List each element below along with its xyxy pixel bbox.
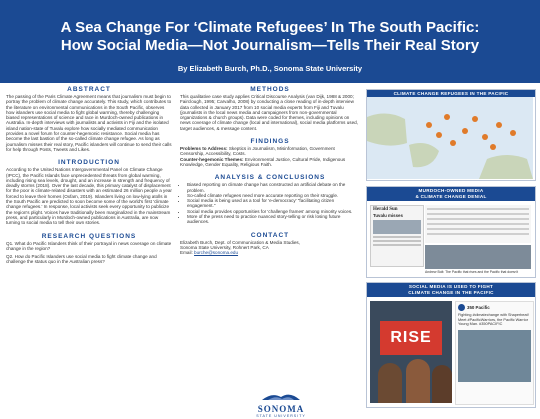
logo-hills-icon <box>246 390 316 400</box>
introduction-body: According to the United Nations Intergovernmental Panel on Climate Change (IPCC), the Pacific Islands face unprecedented threats from global warming, including rising sea levels, drought, and an increase in strength and frequency of deadly storms (2018). Over the last decade, this primary catalyst of displacement for the poor is climate-related disasters with an estimated 26 million people a year forced to leave their homes (Oxfam, 2019). Islanders living on low-lying atolls in the South Pacific are predicted to soon become some of the world's first 'climate change refugees.' In response, local activists seek every opportunity to publicize the region's plight. Voices have traditionally been marginalized in the mainstream press, and particularly in Murdoch-owned publications in Australia, are now turning to social media to tell their own stories. <box>6 167 172 226</box>
newspaper-photo <box>373 220 421 234</box>
figure-murdoch-media-title <box>367 187 535 201</box>
contact-line-3 <box>180 250 360 255</box>
contact-heading: CONTACT <box>250 231 290 239</box>
column-middle <box>180 86 360 256</box>
figure-social-media-title <box>367 283 535 297</box>
analysis-heading: ANALYSIS & CONCLUSIONS <box>214 174 326 182</box>
avatar-icon <box>458 304 465 311</box>
protest-sign: RISE <box>380 321 442 355</box>
text-line <box>427 233 529 235</box>
author-line: By Elizabeth Burch, Ph.D., Sonoma State University <box>177 64 363 73</box>
text-line <box>373 240 421 242</box>
article-caption: Andrew Bolt: The Pacific that rises and the Pacific that doesn't <box>425 270 519 274</box>
figure-social-media-title-line2: CLIMATE CHANGE IN THE PACIFIC <box>408 290 494 295</box>
text-line <box>373 244 421 246</box>
post-header <box>456 302 533 313</box>
logo-name: SONOMA <box>257 404 305 414</box>
analysis-item: • Biased reporting on climate change has constructed an artificial debate on the problem. <box>187 182 360 193</box>
post-text: Fighting #climatechange with Shaperbeat! Meet #PacificWarriors, the Pacific Warrior Young Man. #350PACIFIC <box>458 313 529 327</box>
analysis-item: • Social media provides opportunities for 'challenge frames' among minority voices. <box>187 209 360 214</box>
figure-social-media <box>366 282 536 408</box>
methods-body: This qualitative case study applies Critical Discourse Analysis (van Dijk, 1988 & 2000; Fairclough, 1995; Carvalho, 2008) by conducting a close reading of in-depth interview data collected in January 2017 from 10 social media experts from Fiji and Tuvalu (journalists in the local news media and campaigners from non-governmental organizations & church groups). Data were coded for themes, including opinions on news coverage of climate change (local and international), social media platforms used, target audiences, & message content. <box>180 94 358 131</box>
findings-themes-text: Environmental Justice, Cultural Pride, Indigenous Knowledge, Gender Equality, Religious Faith. <box>180 156 346 167</box>
abstract-heading: ABSTRACT <box>67 86 111 93</box>
methods-heading: METHODS <box>250 86 290 93</box>
research-questions-heading: RESEARCH QUESTIONS <box>41 232 137 240</box>
findings-themes-label: Counter-hegemonic Themes: <box>180 156 244 162</box>
findings-problems <box>180 146 360 157</box>
text-line <box>373 236 421 238</box>
analysis-item: • Social media is being used as a tool for 'e-democracy' "facilitating citizen engagement." <box>187 198 360 209</box>
findings-heading: FINDINGS <box>250 138 290 146</box>
figure-social-media-title-line1: SOCIAL MEDIA IS USED TO FIGHT <box>408 284 494 289</box>
figure-murdoch-media-title-line1: MURDOCH-OWNED MEDIA <box>418 188 484 193</box>
research-question-2: Q2. How do Pacific Islanders use social media to fight climate change and challenge the status quo in the Australian press? <box>6 254 157 265</box>
contact-line-1: Elizabeth Burch, Dept. of Communication & Media Studies, <box>180 239 301 245</box>
poster-title-line2: How Social Media—Not Journalism—Tells Their Real Story <box>60 37 480 54</box>
person-figure <box>406 359 430 403</box>
social-post <box>455 301 534 405</box>
research-question-1: Q1. What do Pacific Islanders think of their portrayal in news coverage on climate change in the region? <box>6 240 172 251</box>
poster-title-line1: A Sea Change For ‘Climate Refugees’ In The South Pacific: <box>60 19 480 36</box>
protest-photo <box>370 301 452 403</box>
text-line <box>427 208 529 210</box>
email-link[interactable]: burche@sonoma.edu <box>194 250 239 256</box>
post-user: 350 Pacific <box>467 305 490 310</box>
newspaper-headline: Tuvalu misses <box>373 213 403 218</box>
abstract-body: The passing of the Paris Climate Agreement means that journalism must begin to portray the problem of climate change accurately. This study, which contributes to the literature on environmental communications in the South Pacific, observes how islanders use social media to fight global warming, thereby challenging biased representations of science and race in Murdoch-owned publications in Australia. In-depth interviews with journalists and activists in Fiji and the isolated island nation-state of Tuvalu explore how socially mediated communication provides a novel forum for counter-hegemonic resistance. Social media has become the last bastion of the so-called climate change refugee. As long as journalism misses their real story, Pacific islanders will continue to send their calls for help through Posts, Tweets and Likes. <box>6 94 172 152</box>
analysis-list <box>180 182 360 224</box>
analysis-item: • More of the press need to practice nuanced story-telling or risk losing future audiences. <box>187 214 360 225</box>
figure-murdoch-media <box>366 186 536 278</box>
introduction-heading: INTRODUCTION <box>58 159 120 167</box>
newspaper-masthead: Herald Sun <box>373 207 398 212</box>
email-label: Email: <box>180 250 195 256</box>
text-line <box>427 218 529 220</box>
figure-climate-refugees-title: CLIMATE CHANGE REFUGEES IN THE PACIFIC <box>367 90 535 97</box>
contact-line-2: Sonoma State University, Rohnert Park, CA <box>180 244 269 250</box>
figure-murdoch-media-title-line2: & CLIMATE CHANGE DENIAL <box>415 194 487 199</box>
logo-sub: STATE UNIVERSITY <box>256 414 306 418</box>
text-line <box>427 228 529 230</box>
person-figure <box>432 365 452 403</box>
post-image <box>458 330 531 382</box>
findings-problems-text: Skeptics in Journalism, Misinformation, Government Censorship, Accessibility, Costs. <box>180 146 335 157</box>
sonoma-logo <box>246 387 316 418</box>
person-figure <box>378 363 402 403</box>
newspaper-clipping <box>370 205 424 267</box>
findings-themes <box>180 157 360 168</box>
article-text-block <box>425 205 531 243</box>
article-photo <box>425 245 531 269</box>
text-line <box>427 223 529 225</box>
figure-climate-refugees <box>366 89 536 181</box>
analysis-item: • So-called climate refugees need more accurate reporting on their struggle. <box>187 193 360 198</box>
findings-problems-label: Problems to Address: <box>180 146 228 152</box>
column-left <box>6 86 172 265</box>
title-banner <box>0 0 540 83</box>
pacific-map-icon <box>367 97 533 179</box>
text-line <box>427 213 529 215</box>
